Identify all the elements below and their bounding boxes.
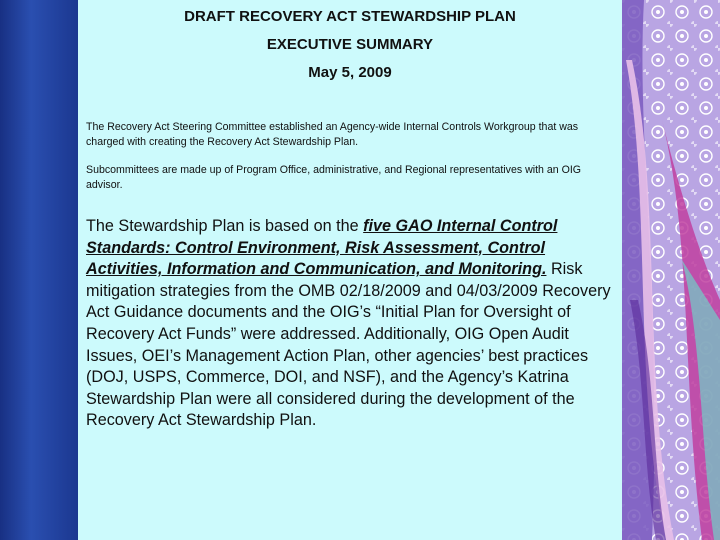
slide-date: May 5, 2009: [308, 64, 392, 81]
gao-standards-emphasis: five GAO Internal Control Standards: Control Environment, Risk Assessment, Control Activities, Information and Communication, and Monitoring.: [86, 217, 558, 279]
stewardship-rest-text: Risk mitigation strategies from the OMB 02/18/2009 and 04/03/2009 Recovery Act Guidance documents and the OIG’s “Initial Plan for Oversight of Recovery Act Funds” were addressed. Additionally, OIG Open Audit Issues, OEI’s Management Action Plan, other agencies’ best practices (DOJ, USPS, Commerce, DOI, and NSF), and the Agency’s Katrina Stewardship Plan were all considered during the development of the Recovery Act Stewardship Plan.: [86, 260, 611, 430]
paragraph-stewardship-plan: [86, 216, 624, 432]
decorative-floral-panel: [622, 0, 720, 540]
left-blue-band: [0, 0, 78, 540]
slide-content: [78, 0, 622, 540]
paragraph-subcommittees: Subcommittees are made up of Program Office, administrative, and Regional representatives with an OIG advisor.: [86, 164, 582, 191]
floral-pattern-graphic: [622, 0, 720, 540]
slide-title: DRAFT RECOVERY ACT STEWARDSHIP PLAN: [184, 8, 516, 25]
slide-subtitle: EXECUTIVE SUMMARY: [266, 36, 434, 53]
paragraph-steering-committee: The Recovery Act Steering Committee established an Agency-wide Internal Controls Workgroup that was charged with creating the Recovery Act Stewardship Plan.: [86, 121, 579, 148]
stewardship-lead-text: The Stewardship Plan is based on the: [86, 217, 364, 235]
